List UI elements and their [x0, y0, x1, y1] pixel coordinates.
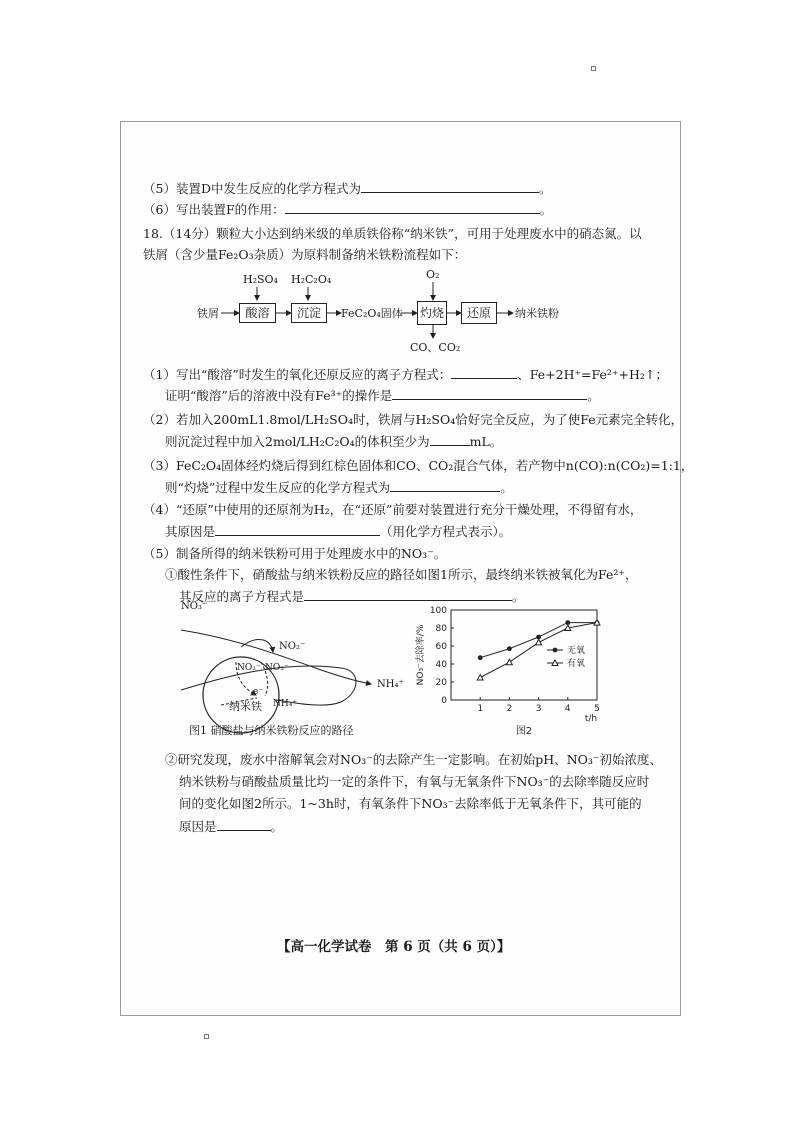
- x-axis-label: t/h: [584, 714, 598, 724]
- flow-reagent-h2c2o4: H₂C₂O₄: [291, 273, 332, 286]
- fig1-electron-label: e⁻: [253, 687, 264, 697]
- flow-reagent-o2: O₂: [426, 268, 440, 281]
- data-point-oxygen: [536, 639, 542, 645]
- data-point-no-oxygen: [507, 646, 512, 651]
- fig1-no2-out-label: NO₂⁻: [279, 641, 306, 652]
- y-tick-label: 80: [435, 624, 447, 634]
- y-tick-label: 0: [441, 696, 447, 706]
- figure-2-chart: [411, 600, 651, 750]
- flow-step-acid-dissolve: 酸溶: [239, 303, 276, 323]
- x-tick-label: 5: [594, 704, 600, 714]
- flow-chart: [121, 122, 682, 382]
- exam-page: [120, 121, 694, 1016]
- answer-blank[interactable]: [451, 366, 517, 379]
- flow-byproduct: CO、CO₂: [410, 341, 461, 354]
- question-18-5-1: ①酸性条件下，硝酸盐与纳米铁粉反应的路径如图1所示，最终纳米铁被氧化为Fe²⁺，: [165, 567, 638, 582]
- x-tick-label: 4: [564, 704, 571, 714]
- legend-label-2: 有氧: [567, 659, 586, 669]
- flow-end: 纳米铁粉: [515, 307, 559, 320]
- x-tick-label: 2: [506, 704, 513, 714]
- y-tick-label: 40: [435, 660, 447, 670]
- x-tick-label: 1: [477, 704, 484, 714]
- question-18-5-2-d: 原因是 。: [179, 819, 284, 834]
- legend-label-1: 无氧: [567, 646, 586, 656]
- answer-blank[interactable]: [215, 523, 380, 536]
- figure-2-caption: 图2: [515, 726, 533, 737]
- corner-mark-top: [591, 66, 596, 71]
- fig1-no3-label: NO₃⁻: [181, 601, 208, 612]
- y-tick-label: 100: [429, 606, 447, 616]
- data-point-no-oxygen: [478, 655, 483, 660]
- flow-reagent-h2so4: H₂SO₄: [243, 273, 278, 286]
- question-18-5-2-c: 间的变化如图2所示。1~3h时，有氧条件下NO₃⁻去除率低于无氧条件下，其可能的: [179, 796, 642, 811]
- data-point-oxygen: [506, 659, 512, 665]
- question-18-2: （2）若加入200mL1.8mol/LH₂SO₄时，铁屑与H₂SO₄恰好完全反应，为了使Fe元素完全转化，: [143, 412, 684, 427]
- flow-step-calcine: 灼烧: [417, 301, 447, 325]
- flow-intermediate: FeC₂O₄固体: [341, 307, 403, 320]
- fig1-caption: 图1 硝酸盐与纳米铁粉反应的路径: [189, 724, 354, 737]
- question-18-5-1-equation: 其反应的离子方程式是 。: [179, 589, 525, 604]
- answer-blank[interactable]: [430, 433, 470, 446]
- fig1-nh4-in-label: NH₄⁺: [273, 699, 298, 709]
- question-18-intro: 18.（14分）颗粒大小达到纳米级的单质铁俗称“纳米铁”，可用于处理废水中的硝态氮。以: [143, 226, 642, 241]
- fig1-particle-label: 纳米铁: [229, 700, 262, 713]
- flow-start: 铁屑: [197, 307, 219, 320]
- question-18-3-equation: 则“灼烧”过程中发生反应的化学方程式为 。: [165, 480, 513, 495]
- question-18-4: （4）“还原”中使用的还原剂为H₂，在“还原”前要对装置进行充分干燥处理，不得留有水，: [143, 502, 643, 517]
- question-18-1-proof: 证明“酸溶”后的溶液中没有Fe³⁺的操作是 。: [165, 388, 600, 403]
- question-6: （6）写出装置F的作用： 。: [143, 202, 553, 217]
- figure-1-drawing: [161, 600, 421, 740]
- legend-marker-no-oxygen: [553, 648, 558, 653]
- answer-blank[interactable]: [390, 479, 500, 492]
- answer-blank[interactable]: [392, 387, 587, 400]
- data-point-oxygen: [477, 675, 483, 681]
- page-footer: 【高一化学试卷 第 6 页（共 6 页）】: [277, 939, 511, 955]
- flow-step-precipitate: 沉淀: [291, 303, 327, 323]
- figure-1: [161, 600, 421, 740]
- fig1-no2-in-label: NO₂⁻: [237, 663, 261, 673]
- y-tick-label: 20: [435, 678, 447, 688]
- question-18-3: （3）FeC₂O₄固体经灼烧后得到红棕色固体和CO、CO₂混合气体，若产物中n(CO):n(CO₂)=1:1，: [143, 458, 694, 473]
- x-tick-label: 3: [535, 704, 542, 714]
- flow-arrows: [121, 122, 682, 382]
- question-18-intro-2: 铁屑（含少量Fe₂O₃杂质）为原料制备纳米铁粉流程如下：: [143, 247, 467, 262]
- question-18-5-2-b: 纳米铁粉与硝酸盐质量比均一定的条件下，有氧与无氧条件下NO₃⁻的去除率随反应时: [179, 774, 650, 789]
- fig1-nh4-out-label: NH₄⁺: [377, 679, 404, 690]
- corner-mark-bottom: [204, 1034, 209, 1039]
- fig1-no3-in-label: NO₃⁻: [265, 663, 289, 673]
- figure-2: [411, 600, 651, 750]
- question-5: （5）装置D中发生反应的化学方程式为 。: [143, 181, 552, 196]
- y-axis-label: NO₃⁻去除率/%: [416, 624, 426, 686]
- question-18-4-reason: 其原因是 （用化学方程式表示）。: [165, 524, 512, 539]
- question-18-2-volume: 则沉淀过程中加入2mol/LH₂C₂O₄的体积至少为 mL。: [165, 434, 503, 449]
- question-18-5-2: ②研究发现，废水中溶解氧会对NO₃⁻的去除产生一定影响。在初始pH、NO₃⁻初始浓度、: [165, 752, 662, 767]
- question-18-1: （1）写出“酸溶”时发生的氧化还原反应的离子方程式： 、Fe+2H⁺=Fe²⁺+H₂↑；: [143, 367, 668, 382]
- question-18-5: （5）制备所得的纳米铁粉可用于处理废水中的NO₃⁻。: [143, 546, 447, 561]
- answer-blank[interactable]: [217, 818, 271, 831]
- flow-step-reduce: 还原: [461, 302, 497, 324]
- y-tick-label: 60: [435, 642, 447, 652]
